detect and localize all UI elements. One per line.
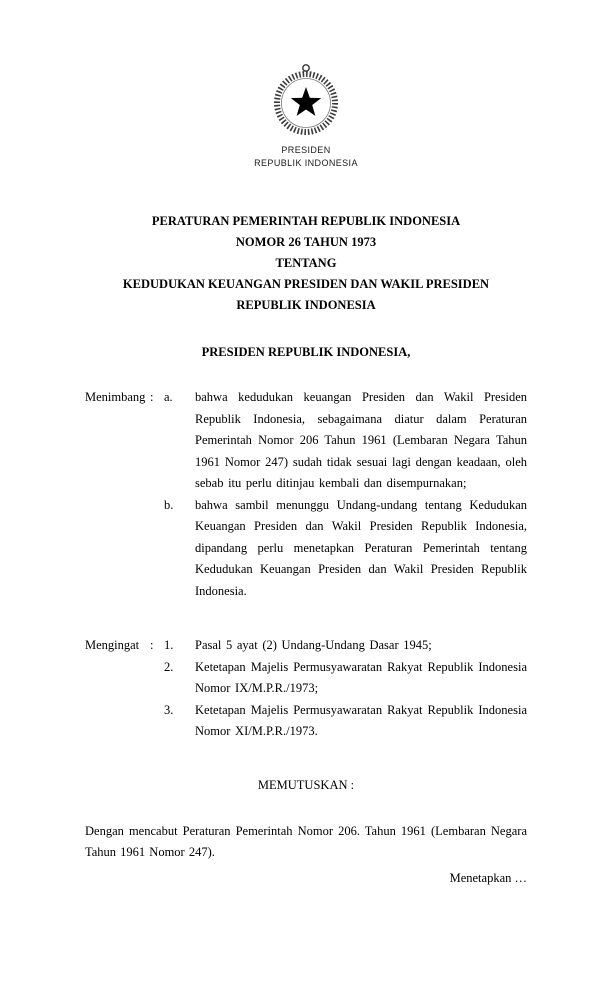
item-text: bahwa sambil menunggu Undang-undang tentang Kedudukan Keuangan Presiden dan Wakil Presiden Republik Indonesia, dipandang perlu menetapkan Peraturan Pemerintah tentang Kedudukan Keuangan Presiden dan Wakil Presiden Republik Indonesia. — [195, 497, 527, 598]
recalling-item-2 — [164, 657, 527, 700]
document-title-block — [85, 211, 527, 316]
closing-paragraph: Dengan mencabut Peraturan Pemerintah Nomor 206. Tahun 1961 (Lembaran Negara Tahun 1961 Nomor 247). — [85, 823, 527, 859]
item-marker: 2. — [164, 659, 174, 674]
recalling-item-1 — [164, 635, 527, 657]
considering-item-b — [164, 495, 527, 603]
item-marker: 3. — [164, 702, 174, 717]
catchword: Menetapkan … — [449, 870, 527, 885]
title-line-4: KEDUDUKAN KEUANGAN PRESIDEN DAN WAKIL PRESIDEN — [122, 277, 490, 291]
considering-colon: : — [150, 390, 154, 404]
considering-label: Menimbang — [85, 390, 146, 404]
item-text: Ketetapan Majelis Permusyawaratan Rakyat Republik Indonesia Nomor IX/M.P.R./1973; — [195, 659, 527, 695]
letterhead-org-line2: REPUBLIK INDONESIA — [254, 157, 358, 168]
recalling-section — [85, 635, 527, 743]
letterhead-org-line1: PRESIDEN — [281, 145, 331, 155]
considering-items — [164, 387, 527, 602]
item-marker: 1. — [164, 638, 174, 652]
decision-heading: MEMUTUSKAN : — [257, 777, 355, 792]
title-line-1: PERATURAN PEMERINTAH REPUBLIK INDONESIA — [151, 214, 461, 228]
star-icon — [291, 87, 321, 116]
recalling-colon: : — [150, 638, 154, 652]
title-line-3: TENTANG — [275, 256, 337, 270]
title-line-2: NOMOR 26 TAHUN 1973 — [235, 235, 377, 249]
item-text: Ketetapan Majelis Permusyawaratan Rakyat Republik Indonesia Nomor XI/M.P.R./1973. — [195, 702, 527, 738]
recalling-items — [164, 635, 527, 743]
recalling-label: Mengingat — [85, 638, 140, 652]
considering-section — [85, 387, 527, 602]
title-line-5: REPUBLIK INDONESIA — [236, 298, 376, 312]
item-marker: b. — [164, 497, 174, 512]
salutation: PRESIDEN REPUBLIK INDONESIA, — [201, 345, 411, 359]
item-marker: a. — [164, 390, 173, 404]
letterhead — [85, 60, 527, 169]
presidential-star-seal-icon — [270, 60, 342, 138]
considering-item-a — [164, 387, 527, 495]
item-text: Pasal 5 ayat (2) Undang-Undang Dasar 1945; — [195, 638, 432, 652]
recalling-item-3 — [164, 700, 527, 743]
item-text: bahwa kedudukan keuangan Presiden dan Wakil Presiden Republik Indonesia, sebagaimana diatur dalam Peraturan Pemerintah Nomor 206 Tahun 1961 (Lembaran Negara Tahun 1961 Nomor 247) sudah tidak sesuai lagi dengan keadaan, oleh sebab itu perlu ditinjau kembali dan disempurnakan; — [195, 390, 527, 490]
